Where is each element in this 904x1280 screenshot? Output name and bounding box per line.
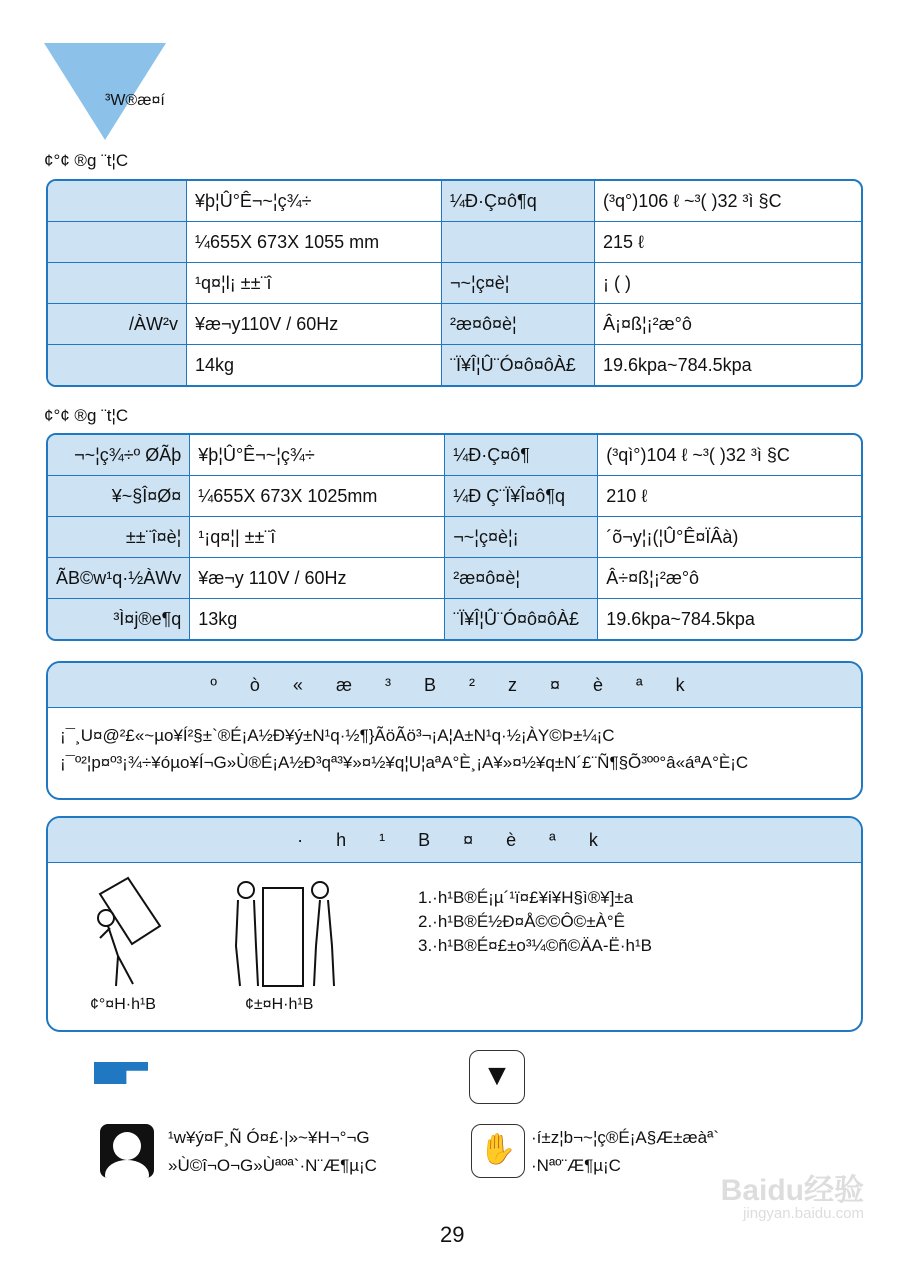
table-cell: Â¡¤ß¦¡²æ°ô [595,304,861,345]
table-cell: ¹q¤¦l¡ ±±¨î [187,263,442,304]
two-person-carry-illustration [228,876,338,996]
no-hand-icon: ✋ [471,1124,525,1178]
table-cell: ¬~¦ç¤è¦¡ [445,517,598,558]
tip-right [531,1124,719,1180]
tip-line: »Ù©î¬O¬G»Ùªºª`·N¨Æ¶µ¡C [168,1156,377,1175]
one-person-carry-illustration [88,876,168,991]
table-cell [442,222,595,263]
table-row [48,435,861,476]
table-cell: 19.6kpa~784.5kpa [606,608,755,629]
tip-line: ·Nªº¨Æ¶µ¡C [531,1156,621,1175]
table-cell: (³qì°)104 ℓ ~³( )32 ³ì §C [598,435,861,476]
tip-line: ¹w¥ý¤F¸Ñ Ó¤£·|»~¥H¬°¬G [168,1128,370,1147]
section-title: ³W®æ¤í [105,92,165,109]
pointing-hand-icon [94,1062,148,1084]
tip-line: ·í±z¦b¬~¦ç®É¡A§Æ±æàª` [531,1128,720,1147]
table-cell: ²æ¤ô¤è¦ [442,304,595,345]
table-cell: ¼655X 673X 1055 mm [187,222,442,263]
two-person-label: ¢±¤H·h¹B [245,996,314,1013]
table-row [48,263,861,304]
table-cell: 13kg [190,599,445,639]
watermark-url: jingyan.baidu.com [743,1205,864,1222]
table-cell: 19.6kpa~784.5kpa [603,354,752,375]
one-person-label: ¢°¤H·h¹B [90,996,156,1013]
table-cell: /ÀW²v [48,304,187,345]
table-cell: ¹¡q¤¦| ±±¨î [190,517,445,558]
notice-line: ¡¯º²¦p¤º³¡¾÷¥óµo¥Í¬G»Ù®É¡A½Ð³qª³¥»¤½¥q¦U¦aªA°È¸¡A¥»¤½¥q±N´£¨Ñ¶§Õ³ºº°â«áªA°È¡C [60,753,749,772]
table-cell [48,345,187,385]
spec-table-1 [46,179,863,387]
table-cell: ¥æ¬y110V / 60Hz [187,304,442,345]
faucet-drip-icon: ▼ [469,1050,525,1104]
table1-caption: ¢°¢ ®g ¨t¦C [44,151,129,170]
table-row [48,558,861,599]
moving-heading: · h ¹ B ¤ è ª k [48,818,861,863]
table-cell: ÃB©w¹q·½ÀWv [48,558,190,599]
table-cell: ¼655X 673X 1025mm [190,476,445,517]
moving-box [46,816,863,1032]
table-row [48,181,861,222]
table-cell: Â÷¤ß¦¡²æ°ô [598,558,861,599]
table-cell [48,263,187,304]
spec-table-2 [46,433,863,641]
notice-line: ¡¯¸U¤@²£«~µo¥Í²§±`®É¡A½Ð¥ý±N¹q·½¶}ÃöÃö³¬¡A¦A±N¹q·½¡ÀY©Þ±¼¡C [60,726,615,745]
table-row [48,222,861,263]
table-cell: ¡ ( ) [595,263,861,304]
table-row [48,476,861,517]
table-cell: ¼Ð·Ç¤ô¶ [445,435,598,476]
table-cell: ¥~§Î¤Ø¤ [48,476,190,517]
table-row [48,304,861,345]
table-cell: 215 ℓ [595,222,861,263]
watermark-brand: Baidu经验 [720,1174,864,1207]
table-cell: ¨Ï¥Î¦Û¨Ó¤ô¤ôÀ£ [442,345,595,385]
tip-left [168,1124,377,1180]
person-icon [100,1124,154,1178]
table-cell: ¥þ¦Û°Ê¬~¦ç¾÷ [190,435,445,476]
table-cell [48,181,187,222]
table-cell: ¥þ¦Û°Ê¬~¦ç¾÷ [187,181,442,222]
step: 1.·h¹B®É¡µ´¹ï¤£¥i¥H§ì®¥]±a [418,888,634,907]
table-cell: ¬~¦ç¾÷º ØÃþ [48,435,190,476]
table-cell: ¬~¦ç¤è¦ [442,263,595,304]
table-cell: ¥æ¬y 110V / 60Hz [190,558,445,599]
emergency-heading: º ò « æ ³ B ² z ¤ è ª k [48,663,861,708]
table-row [48,345,861,385]
table-cell: 210 ℓ [598,476,861,517]
table-row [48,517,861,558]
step: 3.·h¹B®É¤£±o³¼©ñ©ÄA-Ë·h¹B [418,936,652,955]
table-cell: ¼Ð·Ç¤ô¶q [442,181,595,222]
table-cell: ±±¨î¤è¦ [48,517,190,558]
table-cell: ¨Ï¥Î¦Û¨Ó¤ô¤ôÀ£ [445,599,598,639]
table-row [48,599,861,639]
emergency-box [46,661,863,800]
step: 2.·h¹B®É½Ð¤Å©©Ô©±À°Ê [418,912,626,931]
table-cell: ³Ì¤j®e¶q [48,599,190,639]
table-cell [48,222,187,263]
table-cell: ¼Ð Ç¨Ï¥Î¤ô¶q [445,476,598,517]
moving-steps [418,886,652,958]
table-cell: (³q°)106 ℓ ~³( )32 ³ì §C [595,181,861,222]
table-cell: ²æ¤ô¤è¦ [445,558,598,599]
page-number: 29 [440,1222,465,1247]
table2-caption: ¢°¢ ®g ¨t¦C [44,406,129,425]
table-cell: ´õ¬y¦¡(¦Û°Ê¤ÏÂà) [598,517,861,558]
table-cell: 14kg [187,345,442,385]
